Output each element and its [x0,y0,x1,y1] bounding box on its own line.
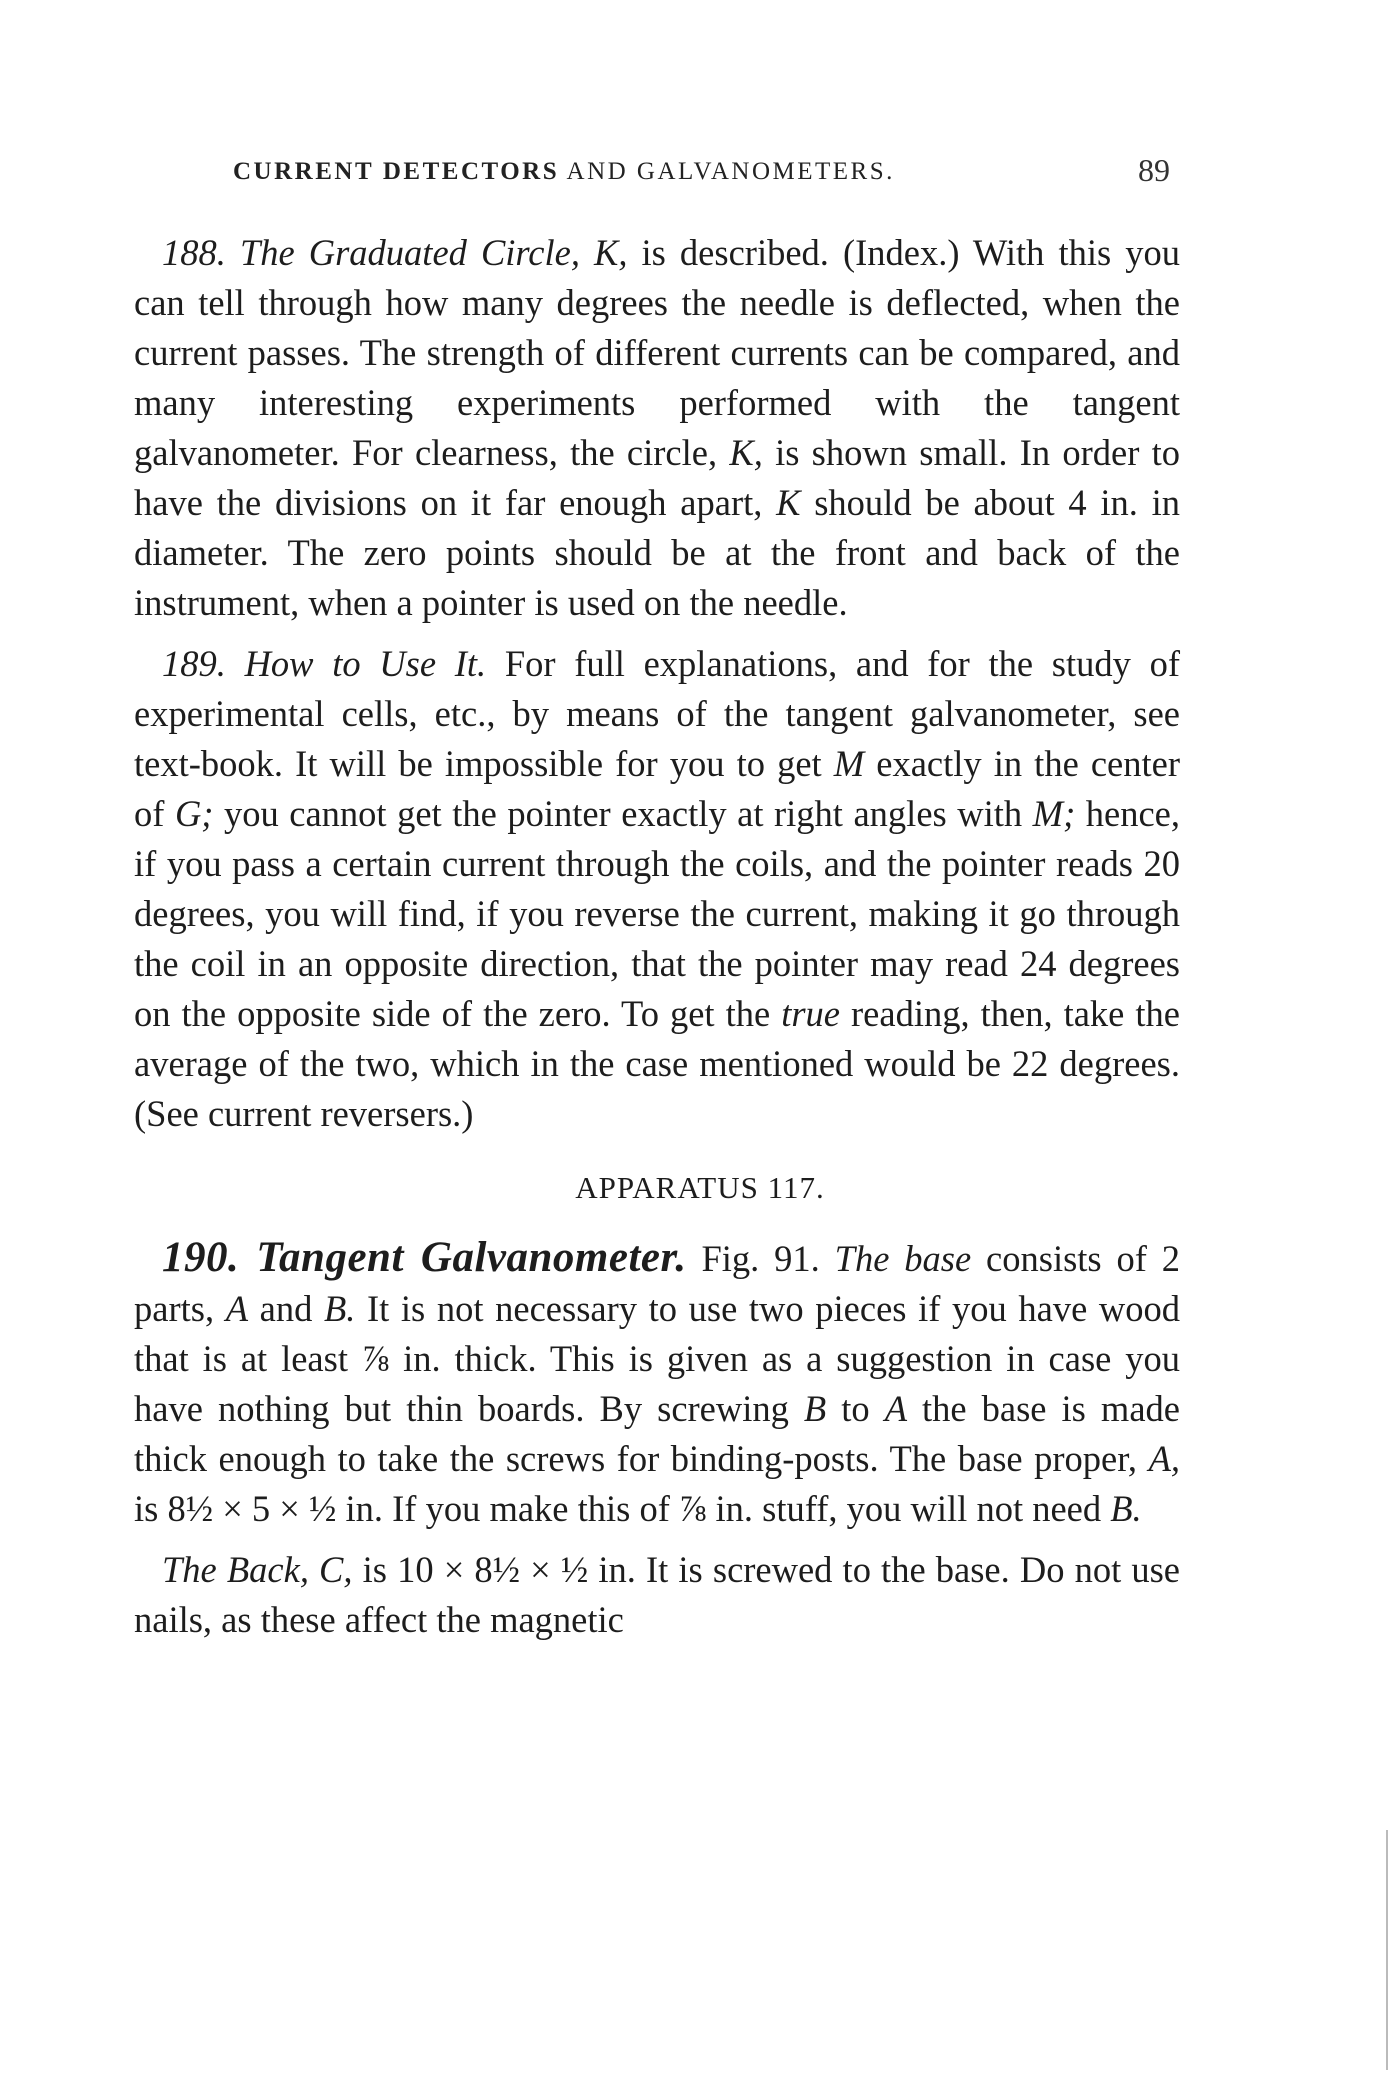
para-188-text-3: should be about 4 in. in diameter. The zero points should be at the front and back of the instrument, when a pointer is used on the needle. [134,482,1181,623]
running-title-word-2: DETECTORS [382,158,560,185]
para-190-figure-ref: Fig. 91. [686,1238,835,1279]
section-heading-188: The Graduated Circle, K, [239,232,628,273]
para-190-text-1: consists of 2 parts, [134,1238,1181,1329]
para-190-a-3: A, [1148,1438,1180,1479]
para-188-k-1: K, [729,432,763,473]
para-189-true-word: true [781,993,840,1034]
paragraph-190 [134,1233,1180,1534]
paragraph-back [134,1545,1180,1645]
running-title [233,158,895,186]
section-heading-189: How to Use It. [244,643,487,684]
section-heading-190: 190. Tangent Galvanometer. [162,1234,687,1281]
section-number-188: 188. [162,232,226,273]
para-190-text-6: is 8½ × 5 × ½ in. If you make this of ⅞ in. stuff, you will not need [134,1488,1111,1529]
para-188-text-2: is shown small. In order to have the divisions on it far enough apart, [134,432,1180,523]
para-190-text-4: to [826,1388,885,1429]
para-189-m-1: M [833,743,865,784]
para-190-text-2: and [248,1288,324,1329]
back-label: The Back, C, [162,1549,353,1590]
para-190-base-label: The base [834,1238,972,1279]
para-189-text-2: exactly in the center of [134,743,1180,834]
para-190-text-5: the base is made thick enough to take the screws for binding-posts. The base proper, [134,1388,1180,1479]
para-189-m-2: M; [1032,793,1076,834]
para-189-text-4: hence, if you pass a certain current through the coils, and the pointer reads 20 degrees, you will find, if you reverse the current, making it go through the coil in an opposite direction, that the pointer may read 24 degrees on the opposite side of the zero. To get the [134,793,1180,1034]
para-189-text-1: For full explanations, and for the study of experimental cells, etc., by means of the tangent galvanometer, see text-book. It will be impossible for you to get [134,643,1180,784]
para-190-text-3: It is not necessary to use two pieces if you have wood that is at least ⅞ in. thick. This is given as a suggestion in case you have nothing but thin boards. By screwing [134,1288,1181,1429]
para-190-b-2: B [803,1388,827,1429]
para-190-b-3: B. [1110,1488,1142,1529]
para-190-b-1: B. [323,1288,356,1329]
para-190-a-2: A [884,1388,907,1429]
paragraph-189 [134,639,1180,1139]
para-back-text-1: is 10 × 8½ × ½ in. It is screwed to the base. Do not use nails, as these affect the magnetic [134,1549,1181,1640]
running-title-word-1: CURRENT [233,158,375,185]
para-190-a-1: A [225,1288,248,1329]
page-number: 89 [1138,152,1170,188]
para-188-text-1: is described. (Index.) With this you can tell through how many degrees the needle is deflected, when the current passes. The strength of different currents can be compared, and many interesting experiments performed with the tangent galvanometer. For clearness, the circle, [134,232,1181,473]
margin-scan-mark [1386,1830,1388,2070]
section-number-189: 189. [162,643,226,684]
para-189-g-1: G; [174,793,214,834]
para-189-text-5: reading, then, take the average of the two, which in the case mentioned would be 22 degrees. (See current reversers.) [134,993,1180,1134]
paragraph-188 [134,228,1180,628]
apparatus-heading: APPARATUS 117. [575,1170,825,1205]
running-title-rest: AND GALVANOMETERS. [566,158,895,185]
body-text [134,228,1180,1645]
para-189-text-3: you cannot get the pointer exactly at right angles with [213,793,1033,834]
para-188-k-2: K [776,482,801,523]
running-head [233,152,1170,198]
